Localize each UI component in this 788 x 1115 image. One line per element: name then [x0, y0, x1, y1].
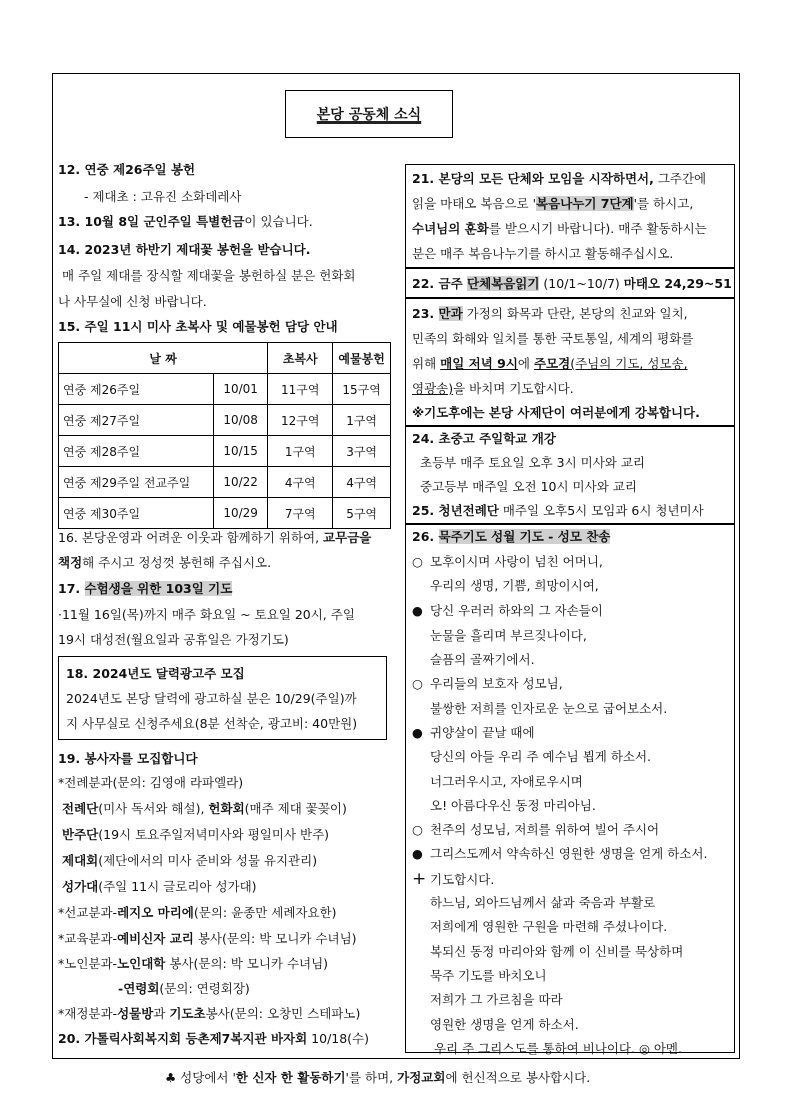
item-19-line1: *전례분과(문의: 김영애 라파엘라)	[58, 775, 244, 790]
item-18-line2: 지 사무실로 신청주세요(8분 선착순, 광고비: 40만원)	[66, 716, 358, 731]
prayer-line	[412, 602, 603, 620]
cell-offering: 3구역	[333, 436, 391, 467]
item-12-head: 12. 연중 제26주일 봉헌	[58, 162, 196, 177]
prayer-text: 슬픔의 골짜기에서.	[430, 652, 535, 667]
open-circle-icon: ○	[412, 822, 423, 837]
prayer-line	[412, 967, 547, 985]
prayer-line	[412, 943, 683, 961]
header-offering: 예물봉헌	[333, 343, 391, 374]
prayer-text: 눈물을 흘리며 부르짖나이다,	[430, 628, 587, 643]
cell-date: 10/22	[214, 467, 268, 498]
item-23-line4: 영광송)을 바치며 기도합시다.	[412, 381, 574, 396]
item-21-line2: 읽을 마태오 복음으로 '복음나누기 7단계'를 하시고,	[412, 196, 694, 211]
item-14-line1: 매 주일 제대를 장식할 제대꽃을 봉헌하실 분은 헌화회	[62, 268, 356, 283]
item-12-body: - 제대초 : 고유진 소화데레사	[84, 189, 242, 204]
cell-day: 연중 제30주일	[59, 498, 214, 529]
item-26-head: 26. 묵주기도 성월 기도 - 성모 찬송	[412, 529, 611, 544]
item-24-line1: 초등부 매주 토요일 오후 3시 미사와 교리	[420, 455, 645, 470]
item-21-line4: 분은 매주 복음나누기를 하시고 활동해주십시오.	[412, 246, 674, 261]
prayer-text: 그리스도께서 약속하신 영원한 생명을 얻게 하소서.	[430, 846, 708, 861]
item-18-line1: 2024년도 본당 달력에 광고하실 분은 10/29(주일)까	[66, 691, 357, 706]
prayer-line	[412, 894, 655, 912]
item-21-line3: 수녀님의 훈화를 받으시기 바랍니다). 매주 활동하시는	[412, 221, 707, 236]
prayer-text: 하느님, 외아드님께서 삶과 죽음과 부활로	[430, 895, 656, 910]
open-circle-icon: ○	[412, 554, 423, 569]
prayer-text: 귀양살이 끝날 때에	[430, 725, 535, 740]
table-row	[59, 405, 391, 436]
cell-offering: 1구역	[333, 405, 391, 436]
prayer-text: 모후이시며 사랑이 넘친 어머니,	[430, 554, 603, 569]
prayer-line	[412, 918, 667, 936]
cell-day: 연중 제26주일	[59, 374, 214, 405]
item-19-line3: 반주단(19시 토요주일저녁미사와 평일미사 반주)	[62, 827, 330, 842]
prayer-line	[412, 700, 667, 718]
filled-circle-icon: ●	[412, 603, 423, 618]
prayer-line	[412, 1016, 579, 1034]
item-13: 13. 10월 8일 군인주일 특별헌금이 있습니다.	[58, 214, 313, 229]
prayer-text: 저희에게 영원한 구원을 마련해 주셨나이다.	[430, 919, 668, 934]
item-18-head: 18. 2024년도 달력광고주 모집	[66, 666, 245, 681]
prayer-text: 우리들의 보호자 성모님,	[430, 676, 563, 691]
item-15-head: 15. 주일 11시 미사 초복사 및 예물봉헌 담당 안내	[58, 319, 338, 334]
footer-motto: ♣ 성당에서 '한 신자 한 활동하기'를 하며, 가정교회에 헌신적으로 봉사합시다.	[165, 1070, 591, 1085]
prayer-text: 영원한 생명을 얻게 하소서.	[430, 1017, 579, 1032]
item-17-line1: ·11월 16일(목)까지 매주 화요일 ~ 토요일 20시, 주일	[58, 607, 355, 622]
cross-icon: +	[412, 869, 427, 889]
item-16-line2: 책정해 주시고 정성껏 봉헌해 주십시오.	[58, 555, 272, 570]
prayer-line	[412, 991, 563, 1009]
header-date: 날 짜	[59, 343, 268, 374]
item-17-line2: 19시 대성전(월요일과 공휴일은 가정기도)	[58, 632, 289, 647]
page-title: 본당 공동체 소식	[285, 90, 453, 138]
cell-day: 연중 제29주일 전교주일	[59, 467, 214, 498]
table-row	[59, 436, 391, 467]
prayer-text: 너그러우시고, 자애로우시며	[430, 774, 583, 789]
prayer-line	[412, 651, 535, 669]
item-19-head: 19. 봉사자를 모집합니다	[58, 751, 198, 766]
cell-acolyte: 1구역	[268, 436, 333, 467]
prayer-text: 복되신 동정 마리아와 함께 이 신비를 묵상하며	[430, 944, 684, 959]
cell-acolyte: 7구역	[268, 498, 333, 529]
prayer-text: 당신의 아들 우리 주 예수님 뵙게 하소서.	[430, 749, 652, 764]
item-23-line1: 23. 만과 가정의 화목과 단란, 본당의 친교와 일치,	[412, 306, 688, 321]
item-23-note: ※기도후에는 본당 사제단이 여러분에게 강복합니다.	[412, 405, 700, 420]
cell-offering: 4구역	[333, 467, 391, 498]
cell-day: 연중 제27주일	[59, 405, 214, 436]
prayer-line	[412, 577, 599, 595]
prayer-text: 저희가 그 가르침을 따라	[430, 992, 563, 1007]
filled-circle-icon: ●	[412, 725, 423, 740]
prayer-line	[412, 553, 603, 571]
item-23-line2: 민족의 화해와 일치를 통한 국토통일, 세계의 평화를	[412, 331, 694, 346]
item-24-head: 24. 초중고 주일학교 개강	[412, 431, 556, 446]
item-24-line2: 중고등부 매주일 오전 10시 미사와 교리	[420, 479, 637, 494]
item-23-line3: 위해 매일 저녁 9시에 주모경(주님의 기도, 성모송,	[412, 356, 688, 371]
item-19-line4: 제대회(제단에서의 미사 준비와 성물 유지관리)	[62, 853, 318, 868]
cell-acolyte: 12구역	[268, 405, 333, 436]
prayer-text: 오! 아름다우신 동정 마리아님.	[430, 798, 596, 813]
cell-day: 연중 제28주일	[59, 436, 214, 467]
prayer-line	[412, 797, 596, 815]
cell-date: 10/29	[214, 498, 268, 529]
prayer-line	[412, 1040, 682, 1058]
table-row	[59, 498, 391, 529]
item-19-line9: -연령회(문의: 연령회장)	[118, 981, 250, 996]
cell-offering: 15구역	[333, 374, 391, 405]
item-20: 20. 가톨릭사회복지회 등촌제7복지관 바자회 10/18(수)	[58, 1031, 370, 1046]
prayer-text: 묵주 기도를 바치오니	[430, 968, 547, 983]
prayer-line	[412, 627, 587, 645]
cell-date: 10/01	[214, 374, 268, 405]
item-17-head: 17. 수험생을 위한 103일 기도	[58, 581, 233, 596]
item-19-line8: *노인분과-노인대학 봉사(문의: 박 모니카 수녀님)	[58, 956, 329, 971]
prayer-line	[412, 773, 583, 791]
table-row	[59, 374, 391, 405]
item-14-head: 14. 2023년 하반기 제대꽃 봉헌을 받습니다.	[58, 242, 311, 257]
header-acolyte: 초복사	[268, 343, 333, 374]
prayer-text: 우리의 생명, 기쁨, 희망이시여,	[430, 578, 599, 593]
prayer-text: 당신 우러러 하와의 그 자손들이	[430, 603, 603, 618]
prayer-text: 불쌍한 저희를 인자로운 눈으로 굽어보소서.	[430, 701, 668, 716]
prayer-line	[412, 821, 659, 839]
item-19-line6: *선교분과-레지오 마리에(문의: 윤종만 세례자요한)	[58, 905, 337, 920]
item-16-line1: 16. 본당운영과 어려운 이웃과 함께하기 위하여, 교무금을	[58, 530, 372, 545]
open-circle-icon: ○	[412, 676, 423, 691]
filled-circle-icon: ●	[412, 846, 423, 861]
table-header-row	[59, 343, 391, 374]
prayer-line	[412, 748, 651, 766]
cell-date: 10/08	[214, 405, 268, 436]
item-19-line10: *재정분과-성물방과 기도초봉사(문의: 오창민 스테파노)	[58, 1006, 361, 1021]
item-19-line5: 성가대(주일 11시 글로리아 성가대)	[62, 879, 257, 894]
prayer-text: 우리 주 그리스도를 통하여 비나이다. ◎ 아멘.	[430, 1041, 682, 1056]
item-21-line1: 21. 본당의 모든 단체와 모임을 시작하면서, 그주간에	[412, 171, 707, 186]
item-19-line2: 전례단(미사 독서와 해설), 헌화회(매주 제대 꽃꽂이)	[62, 801, 347, 816]
cell-acolyte: 11구역	[268, 374, 333, 405]
item-25: 25. 청년전례단 매주일 오후5시 모임과 6시 청년미사	[412, 503, 704, 518]
schedule-table	[58, 342, 391, 529]
table-row	[59, 467, 391, 498]
prayer-line	[412, 870, 494, 889]
cell-acolyte: 4구역	[268, 467, 333, 498]
prayer-text: 기도합시다.	[430, 872, 495, 887]
prayer-line	[412, 845, 707, 863]
item-19-line7: *교육분과-예비신자 교리 봉사(문의: 박 모니카 수녀님)	[58, 931, 357, 946]
cell-date: 10/15	[214, 436, 268, 467]
prayer-line	[412, 675, 563, 693]
prayer-line	[412, 724, 535, 742]
item-22: 22. 금주 단체복음읽기 (10/1~10/7) 마태오 24,29~51	[412, 276, 732, 291]
cell-offering: 5구역	[333, 498, 391, 529]
item-14-line2: 나 사무실에 신청 바랍니다.	[58, 294, 207, 309]
prayer-text: 천주의 성모님, 저희를 위하여 빌어 주시어	[430, 822, 660, 837]
